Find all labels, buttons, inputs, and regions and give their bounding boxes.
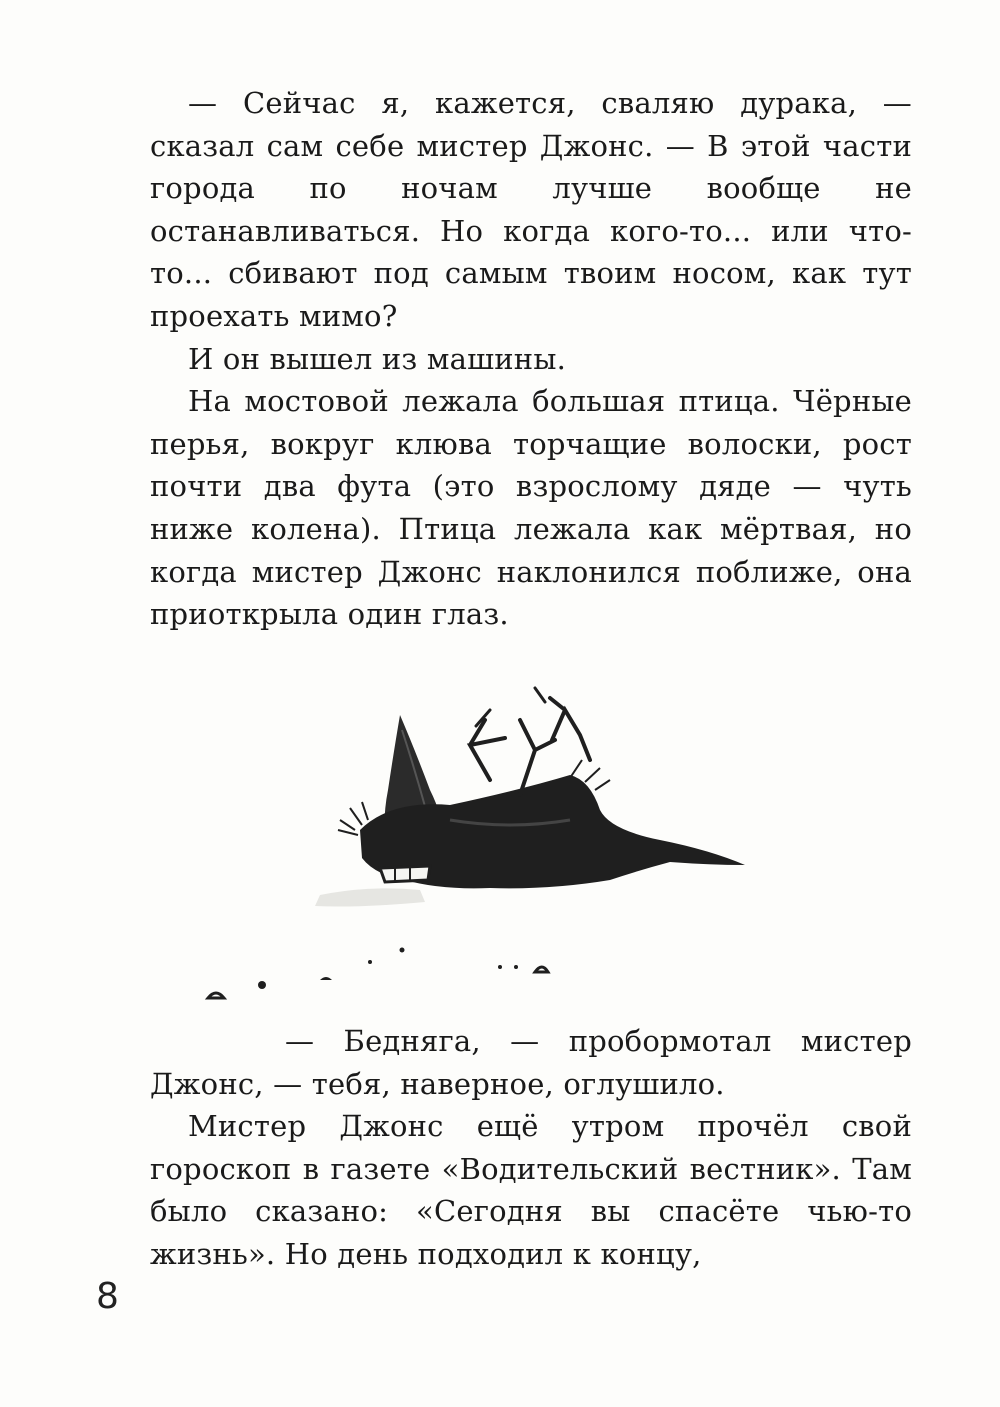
paragraph: Мистер Джонс ещё утром прочёл свой гороскоп в газете «Водительский вестник». Там было сказано: «Сегодня вы спасёте чью-то жизнь». Но день подходил к концу, xyxy=(150,1109,912,1271)
paragraph: И он вышел из машины. xyxy=(188,341,567,376)
text-block-top xyxy=(150,82,912,636)
paragraph: — Сейчас я, кажется, сваляю дурака, — сказал сам себе мистер Джонс. — В этой части города по ночам лучше вообще не останавливаться. Но когда кого-то... или что-то... сбивают под самым твоим носом, как тут проехать мимо? xyxy=(150,86,912,333)
paragraph: На мостовой лежала большая птица. Чёрные перья, вокруг клюва торчащие волоски, рост почти два фута (это взрослому дяде — чуть ниже колена). Птица лежала как мёртвая, но когда мистер Джонс наклонился поближе, она приоткрыла один глаз. xyxy=(150,384,912,632)
page-number: 8 xyxy=(96,1276,119,1317)
text-block-bottom xyxy=(150,1020,912,1276)
dead-bird-illustration-icon xyxy=(190,680,760,1020)
paragraph: — Бедняга, — пробормотал мистер Джонс, — тебя, наверное, оглушило. xyxy=(150,1024,912,1101)
